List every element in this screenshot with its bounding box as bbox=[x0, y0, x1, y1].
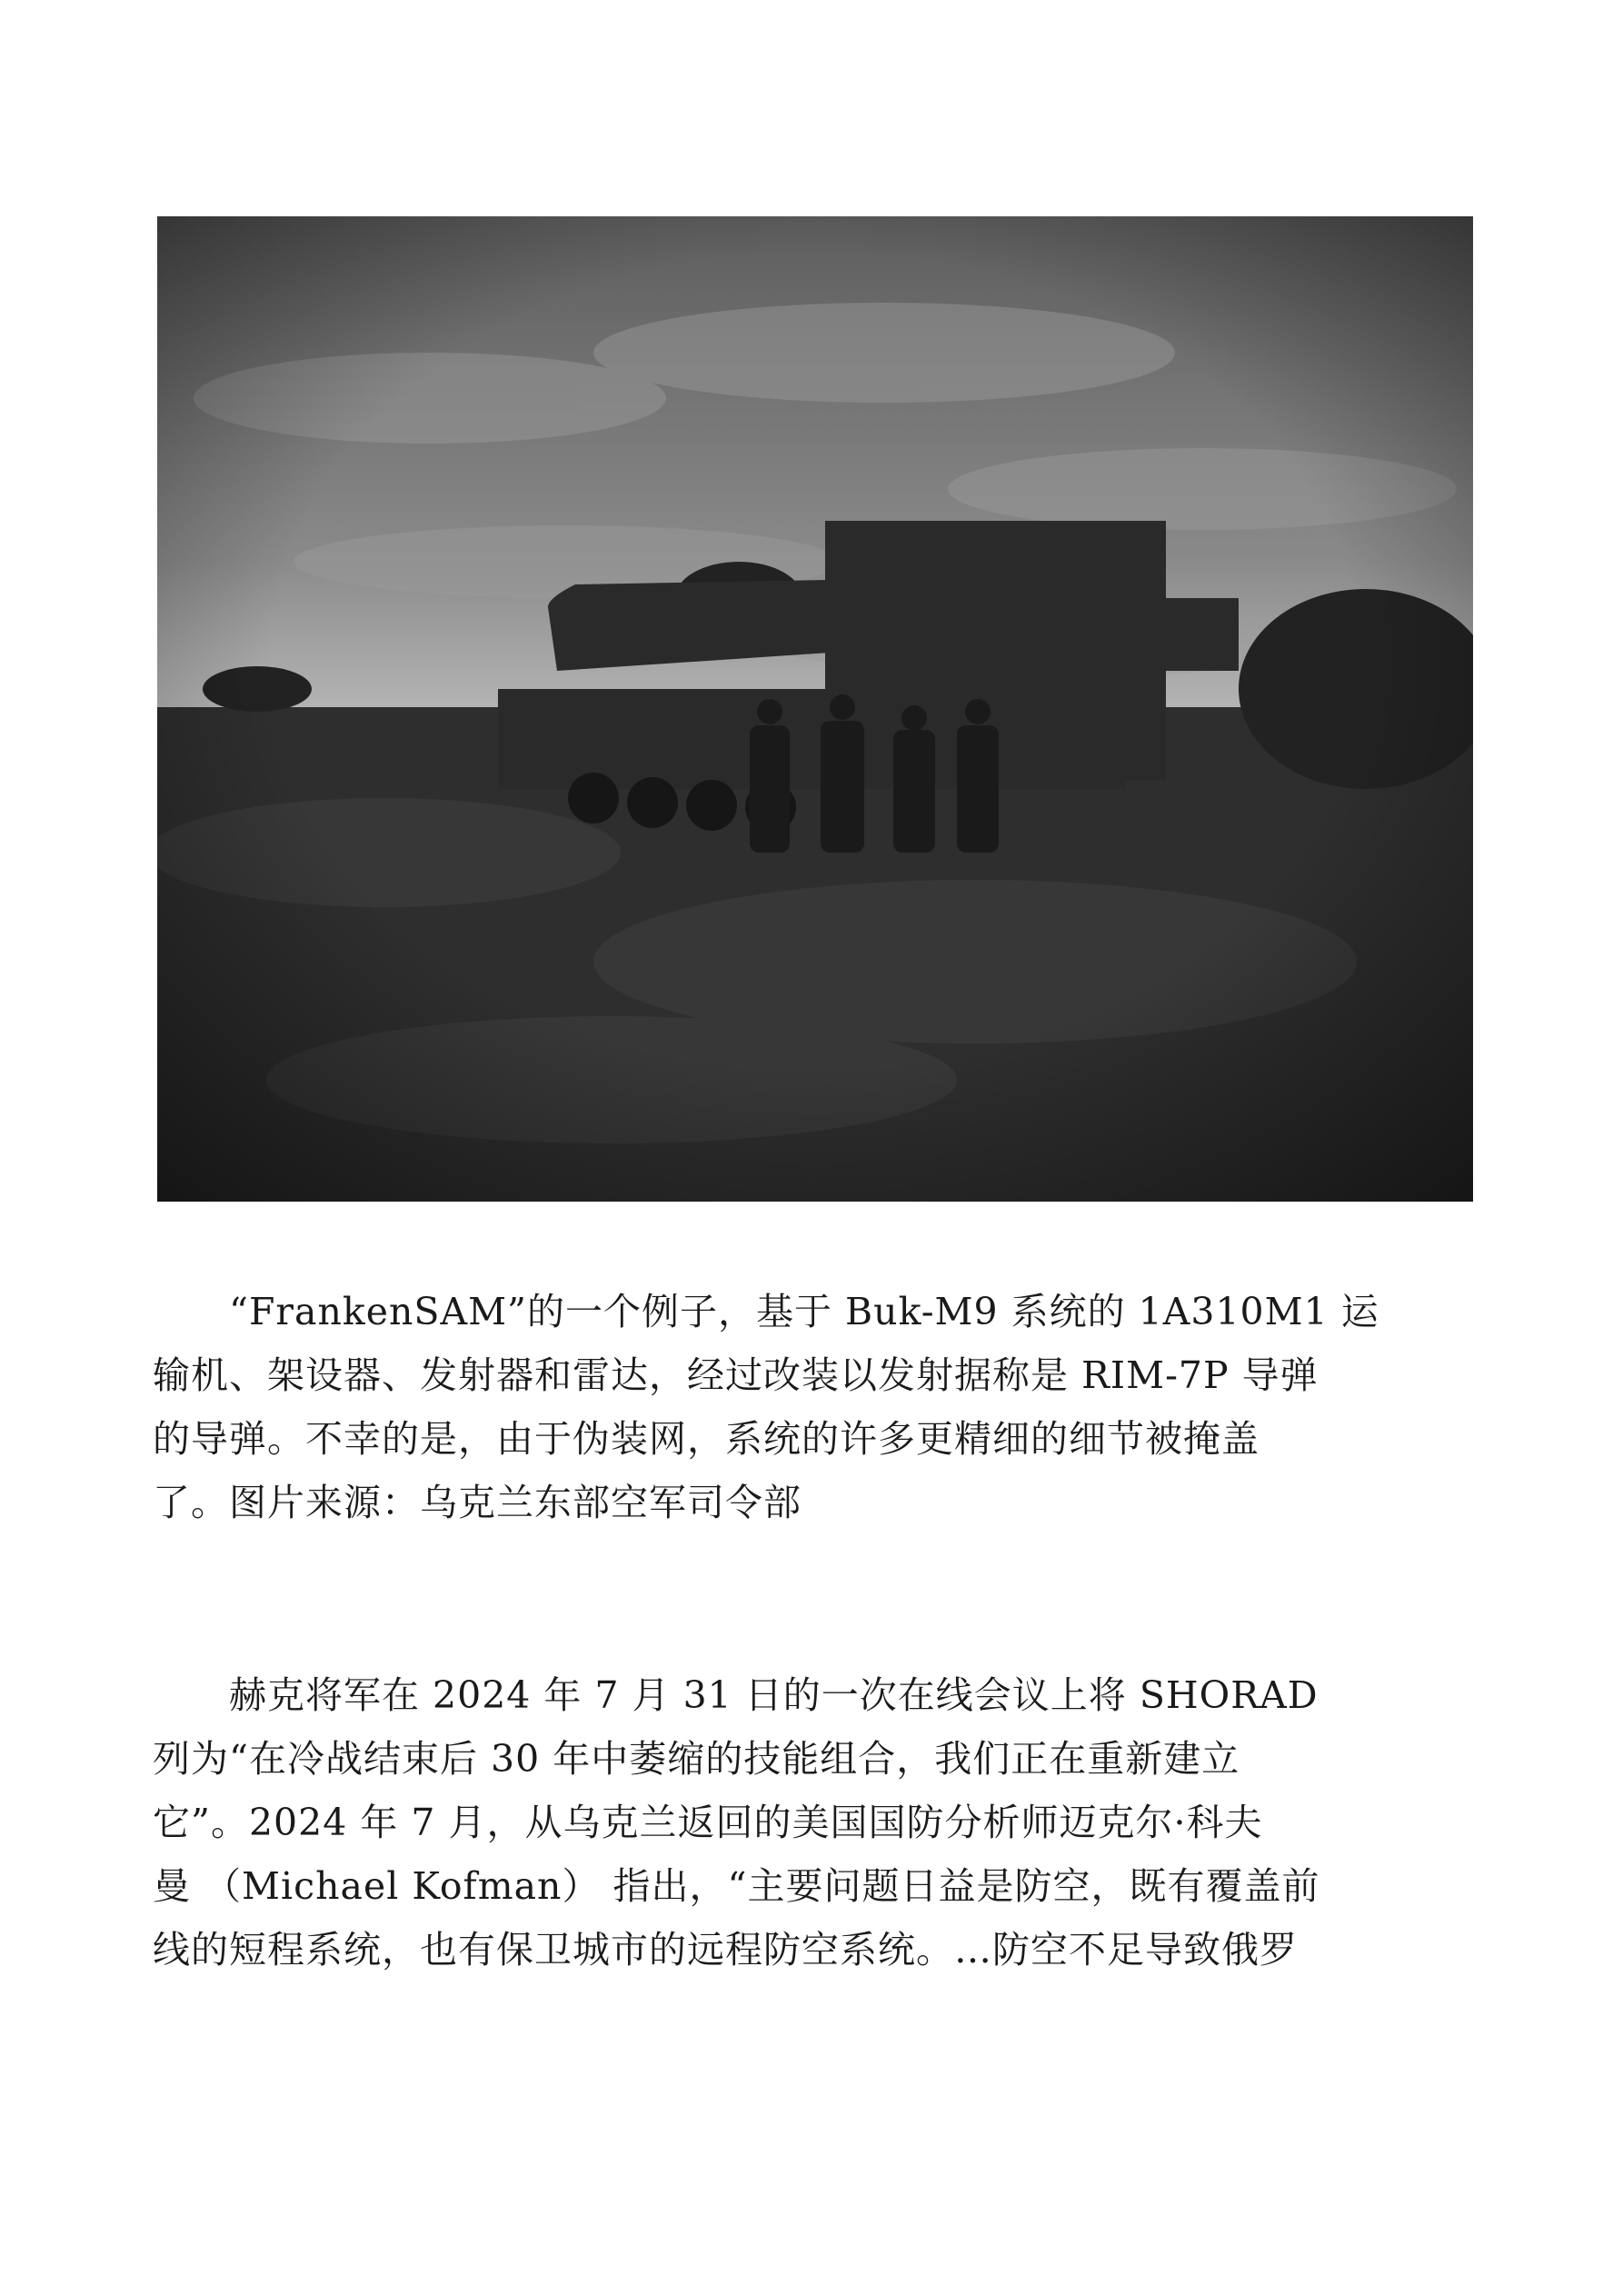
photo-buk-launcher-with-soldiers-icon bbox=[157, 216, 1473, 1202]
caption-line: 的导弹。不幸的是，由于伪装网，系统的许多更精细的细节被掩盖 bbox=[153, 1417, 1260, 1461]
body-line: 列为“在冷战结束后 30 年中萎缩的技能组合，我们正在重新建立 bbox=[153, 1737, 1240, 1781]
caption-line: 了。图片来源：乌克兰东部空军司令部 bbox=[153, 1481, 802, 1524]
caption-line: “FrankenSAM”的一个例子，基于 Buk-M9 系统的 1A310M1 运 bbox=[229, 1290, 1379, 1333]
body-line: 线的短程系统，也有保卫城市的远程防空系统。…防空不足导致俄罗 bbox=[153, 1928, 1298, 1972]
figure-photo bbox=[157, 216, 1473, 1202]
body-paragraph bbox=[153, 1663, 1479, 1982]
body-line: 曼 （Michael Kofman） 指出，“主要问题日益是防空，既有覆盖前 bbox=[153, 1864, 1320, 1908]
figure-caption bbox=[153, 1280, 1479, 1534]
body-line: 赫克将军在 2024 年 7 月 31 日的一次在线会议上将 SHORAD bbox=[229, 1673, 1319, 1717]
body-line: 它”。2024 年 7 月，从乌克兰返回的美国国防分析师迈克尔·科夫 bbox=[153, 1801, 1263, 1844]
caption-line: 输机、架设器、发射器和雷达，经过改装以发射据称是 RIM-7P 导弹 bbox=[153, 1353, 1319, 1397]
